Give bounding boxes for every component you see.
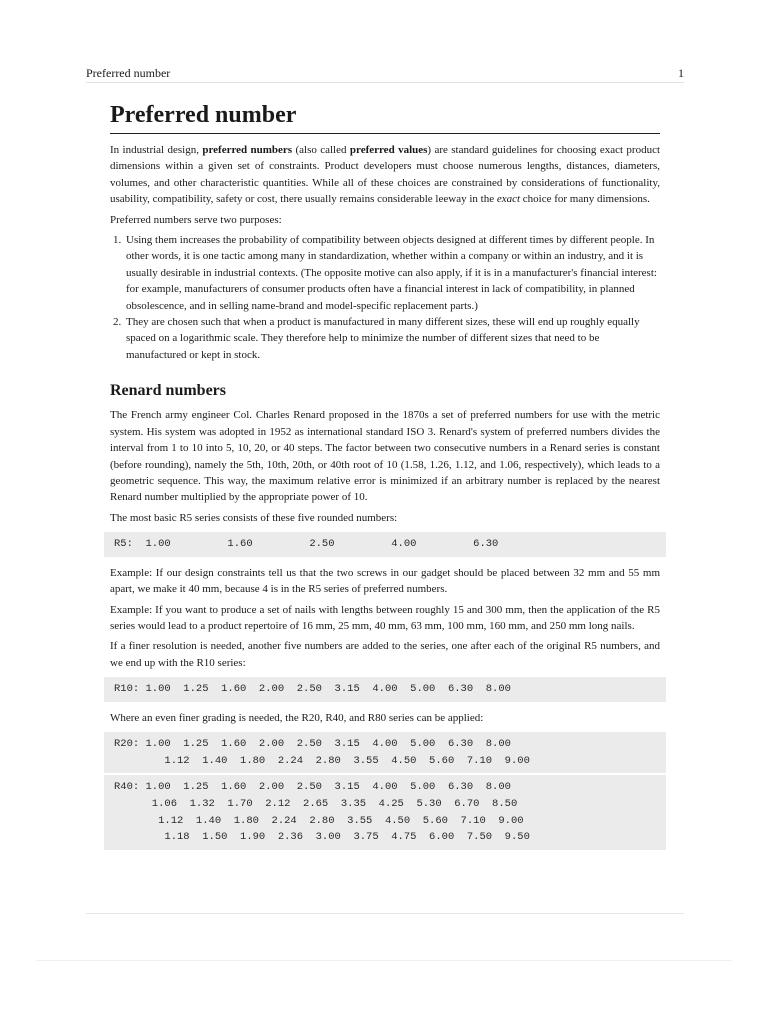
page-number: 1 (678, 66, 684, 80)
code-line: R40: 1.00 1.25 1.60 2.00 2.50 3.15 4.00 5.00 6.30 8.00 (114, 781, 511, 794)
code-line: 1.18 1.50 1.90 2.36 3.00 3.75 4.75 6.00 7.50 9.50 (114, 831, 530, 844)
purposes-lead: Preferred numbers serve two purposes: (110, 213, 282, 226)
list-item: 1. Using them increases the probability of compatibility between objects designed at different times by different people. In other words, it is one tactic among many in standardization, whether within a company or within an industry, and it is usually desirable in industrial contexts. (The opposite motive can also apply, if it is in a manufacturer's financial interest: for example, manufacturers of consumer products often have a financial interest in lack of compatibility, in planned obsolescence, and in selling name-brand and model-specific replacement parts.) (124, 232, 660, 314)
page-title: Preferred number (110, 96, 660, 134)
code-line: 1.12 1.40 1.80 2.24 2.80 3.55 4.50 5.60 7.10 9.00 (114, 754, 530, 767)
section-heading-renard: Renard numbers (110, 382, 227, 400)
code-line: 1.12 1.40 1.80 2.24 2.80 3.55 4.50 5.60 7.10 9.00 (114, 814, 524, 827)
r5-intro: The most basic R5 series consists of these five rounded numbers: (110, 511, 398, 524)
code-line: R20: 1.00 1.25 1.60 2.00 2.50 3.15 4.00 5.00 6.30 8.00 (114, 738, 511, 751)
example-nails: Example: If you want to produce a set of nails with lengths between roughly 15 and 300 mm, then the application of the R5 series would lead to a product repertoire of 16 mm, 25 mm, 40 mm, 63 mm, 100 mm, 160 mm, and 250 mm long nails. (110, 603, 660, 632)
term-preferred-numbers: preferred numbers (202, 144, 293, 156)
code-line: R10: 1.00 1.25 1.60 2.00 2.50 3.15 4.00 5.00 6.30 8.00 (114, 683, 511, 696)
r20-series-block (104, 732, 666, 773)
page-edge-divider (36, 960, 732, 961)
intro-paragraph: In industrial design, preferred numbers (also called preferred values) are standard guidelines for choosing exact product dimensions within a given set of constraints. Product developers must choose numerous lengths, distances, diameters, volumes, and other characteristic quantities. While all of these choices are constrained by considerations of functionality, usability, compatibility, safety or cost, there usually remains considerable leeway in the exact choice for many dimensions. (110, 144, 661, 206)
code-line: 1.06 1.32 1.70 2.12 2.65 3.35 4.25 5.30 6.70 8.50 (114, 797, 518, 810)
purposes-list (110, 232, 660, 363)
code-line: R5: 1.00 1.60 2.50 4.00 6.30 (114, 538, 499, 551)
r10-intro: If a finer resolution is needed, another five numbers are added to the series, one after each of the original R5 numbers, and we end up with the R10 series: (110, 640, 660, 669)
r40-series-block (104, 775, 666, 849)
emphasis-exact: exact (496, 193, 521, 206)
finer-grading-intro: Where an even finer grading is needed, the R20, R40, and R80 series can be applied: (110, 711, 484, 724)
list-item: 2. They are chosen such that when a product is manufactured in many different sizes, these will end up roughly equally spaced on a logarithmic scale. They therefore help to minimize the number of different sizes that need to be manufactured or kept in stock. (124, 314, 660, 363)
renard-paragraph: The French army engineer Col. Charles Renard proposed in the 1870s a set of preferred numbers for use with the metric system. His system was adopted in 1952 as international standard ISO 3. Renard's system of preferred numbers divides the interval from 1 to 10 into 5, 10, 20, or 40 steps. The factor between two consecutive numbers in a Renard series is constant (before rounding), namely the 5th, 10th, 20th, or 40th root of 10 (1.58, 1.26, 1.12, and 1.06, respectively), which leads to a geometric sequence. This way, the maximum relative error is minimized if an arbitrary number is replaced by the nearest Renard number multiplied by the appropriate power of 10. (110, 409, 660, 504)
term-preferred-values: preferred values (349, 144, 428, 156)
article-body (110, 96, 660, 858)
running-title: Preferred number (86, 66, 171, 80)
example-screws: Example: If our design constraints tell us that the two screws in our gadget should be placed between 32 mm and 55 mm apart, we make it 40 mm, because 4 is in the R5 series of preferred numbers. (110, 566, 660, 596)
footer-divider (86, 913, 684, 914)
r10-series-block (104, 677, 666, 702)
r5-series-block (104, 532, 666, 557)
running-header (86, 64, 684, 83)
